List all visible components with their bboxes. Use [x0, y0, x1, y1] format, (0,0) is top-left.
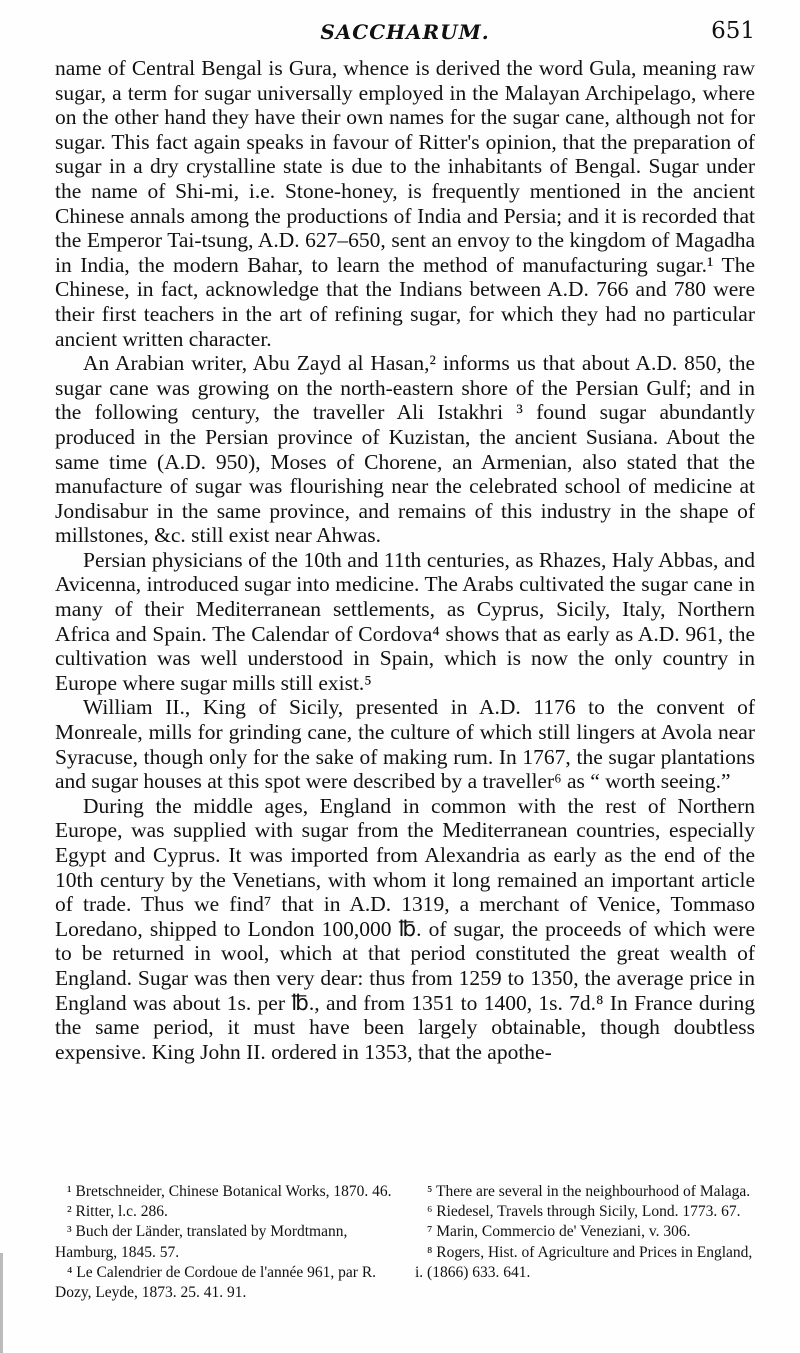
scan-edge-mark: [0, 1253, 3, 1353]
page-header: [55, 16, 755, 50]
paragraph-middle-ages: During the middle ages, England in common with the rest of Northern Europe, was supplied with sugar from the Mediterranean countries, especially Egypt and Cyprus. It was imported from Alexandria as early as the end of the 10th century by the Venetians, with whom it long remained an important article of trade. Thus we find⁷ that in A.D. 1319, a merchant of Venice, Tommaso Loredano, shipped to London 100,000 ℔. of sugar, the proceeds of which were to be returned in wool, which at that period constituted the great wealth of England. Sugar was then very dear: thus from 1259 to 1350, the average price in England was about 1s. per ℔., and from 1351 to 1400, 1s. 7d.⁸ In France during the same period, it must have been largely obtainable, though doubtless expensive. King John II. ordered in 1353, that the apothe-: [55, 793, 755, 1064]
footnote-6: ⁶ Riedesel, Travels through Sicily, Lond. 1773. 67.: [427, 1203, 741, 1221]
footnote-4: ⁴ Le Calendrier de Cordoue de l'année 961, par R. Dozy, Leyde, 1873. 25. 41. 91.: [55, 1263, 377, 1302]
footnote-2: ² Ritter, l.c. 286.: [67, 1203, 168, 1221]
footnote-1: ¹ Bretschneider, Chinese Botanical Works, 1870. 46.: [67, 1183, 392, 1200]
paragraph-persian-physicians: Persian physicians of the 10th and 11th centuries, as Rhazes, Haly Abbas, and Avicenna, introduced sugar into medicine. The Arabs cultivated the sugar cane in many of their Mediterranean settlements, as Cyprus, Sicily, Italy, Northern Africa and Spain. The Calendar of Cordova⁴ shows that as early as A.D. 961, the cultivation was well understood in Spain, which is now the only country in Europe where sugar mills still exist.⁵: [55, 547, 755, 695]
paragraph-william-ii: William II., King of Sicily, presented in A.D. 1176 to the convent of Monreale, mills for grinding cane, the culture of which still lingers at Avola near Syracuse, though only for the sake of making rum. In 1767, the sugar plantations and sugar houses at this spot were described by a traveller⁶ as “ worth seeing.”: [55, 695, 755, 794]
footnote-5: ⁵ There are several in the neighbourhood of Malaga.: [427, 1183, 751, 1200]
footnote-7: ⁷ Marin, Commercio de' Veneziani, v. 306.: [427, 1223, 691, 1241]
running-head: SACCHARUM.: [320, 20, 490, 44]
footnote-8: ⁸ Rogers, Hist. of Agriculture and Prices in England, i. (1866) 633. 641.: [415, 1243, 753, 1281]
footnotes-left-column: [55, 1182, 395, 1303]
page-number: 651: [711, 18, 755, 44]
paragraph-gura: name of Central Bengal is Gura, whence is derived the word Gula, meaning raw sugar, a term for sugar universally employed in the Malayan Archipelago, where on the other hand they have their own names for the sugar cane, although not for sugar. This fact again speaks in favour of Ritter's opinion, that the preparation of sugar in a dry crystalline state is due to the inhabitants of Bengal. Sugar under the name of Shi-mi, i.e. Stone-honey, is frequently mentioned in the ancient Chinese annals among the productions of India and Persia; and it is recorded that the Emperor Tai-tsung, A.D. 627–650, sent an envoy to the kingdom of Magadha in India, the modern Bahar, to learn the method of manufacturing sugar.¹ The Chinese, in fact, acknowledge that the Indians between A.D. 766 and 780 were their first teachers in the art of refining sugar, for which they had no particular ancient written character.: [55, 56, 755, 351]
footnote-3: ³ Buch der Länder, translated by Mordtmann, Hamburg, 1845. 57.: [55, 1223, 348, 1261]
body-text: [55, 56, 755, 1064]
footnotes-right-column: [415, 1182, 755, 1303]
footnotes: [55, 1182, 755, 1303]
paragraph-arabian-writer: An Arabian writer, Abu Zayd al Hasan,² informs us that about A.D. 850, the sugar cane was growing on the north-eastern shore of the Persian Gulf; and in the following century, the traveller Ali Istakhri ³ found sugar abundantly produced in the Persian province of Kuzistan, the ancient Susiana. About the same time (A.D. 950), Moses of Chorene, an Armenian, also stated that the manufacture of sugar was flourishing near the celebrated school of medicine at Jondisabur in the same province, and remains of this industry in the shape of millstones, &c. still exist near Ahwas.: [55, 351, 755, 548]
